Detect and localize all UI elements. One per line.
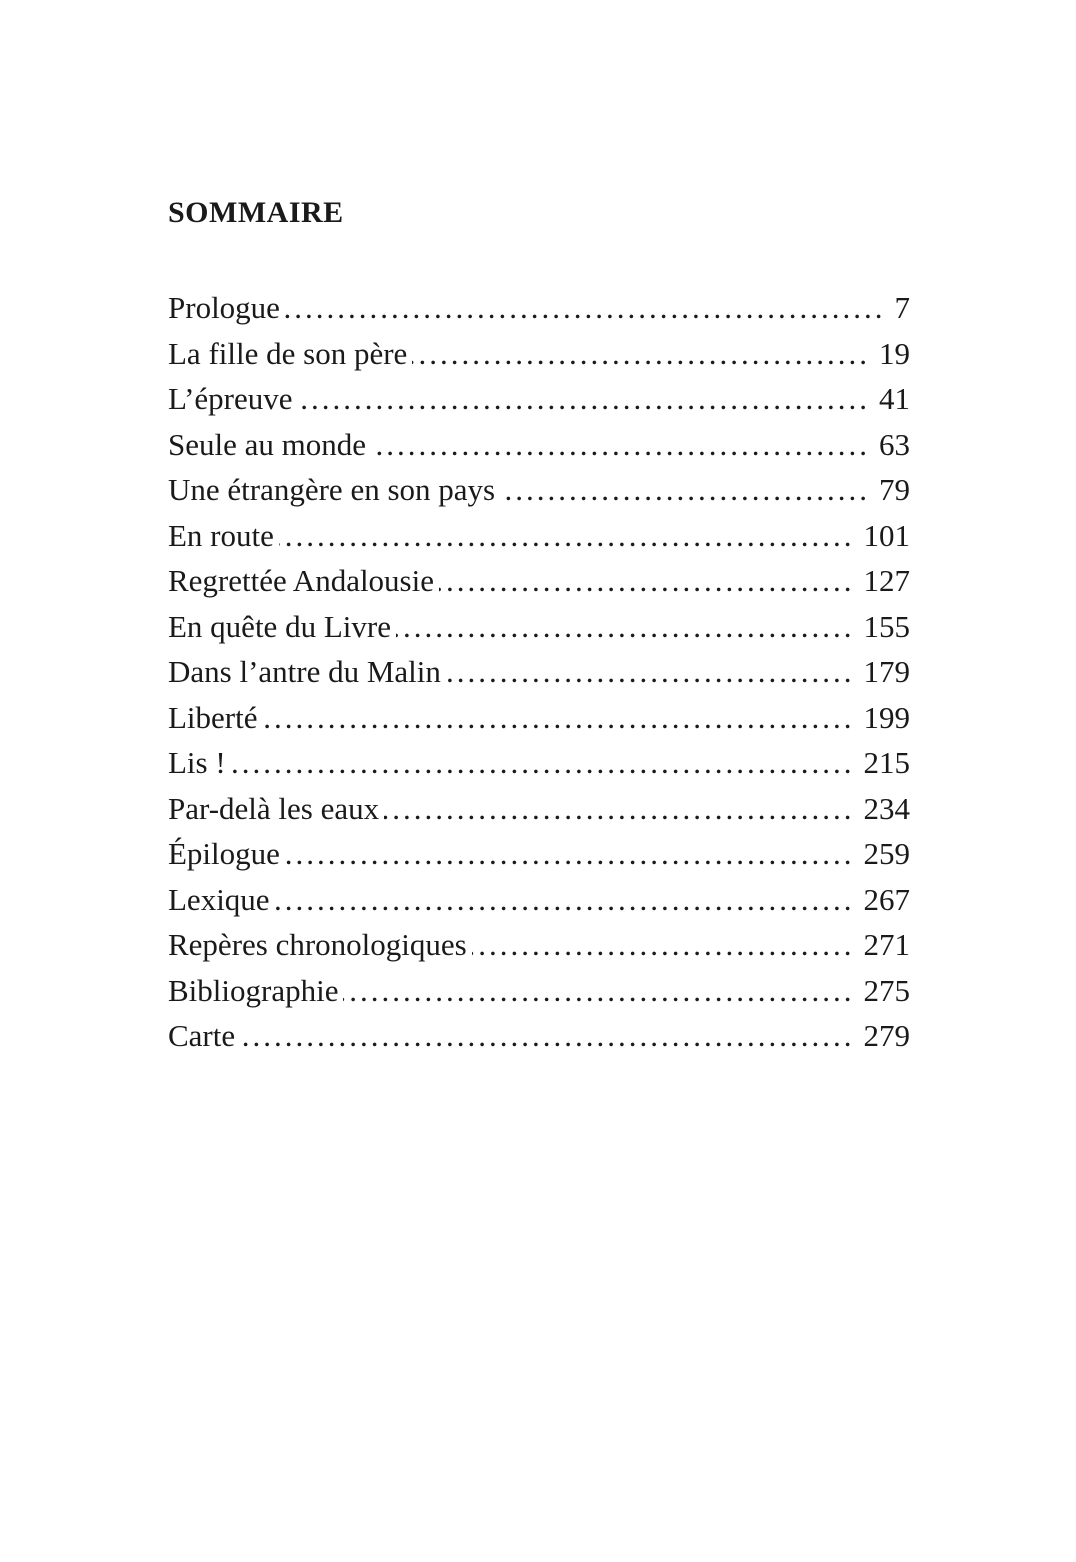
toc-entry — [168, 331, 910, 377]
toc-entry-label: En route — [168, 517, 274, 553]
toc-entry-label: Lexique — [168, 881, 270, 917]
toc-entry — [168, 376, 910, 422]
toc-entry — [168, 831, 910, 877]
toc-entry — [168, 695, 910, 741]
toc-entry-page: 279 — [863, 1018, 910, 1053]
toc-entry — [168, 740, 910, 786]
toc-dot-leader — [285, 831, 855, 877]
toc-entry-label: L’épreuve — [168, 381, 293, 416]
toc-dot-leader — [472, 922, 855, 968]
toc-entry — [168, 1013, 910, 1059]
toc-entry — [168, 968, 910, 1014]
toc-entry-page: 127 — [863, 563, 910, 598]
toc-dot-leader — [412, 331, 870, 377]
toc-dot-leader — [371, 422, 870, 468]
toc-dot-leader — [231, 740, 855, 786]
toc-dot-leader — [263, 695, 855, 741]
toc-entry-label: Seule au monde — [168, 426, 367, 462]
toc-entry — [168, 877, 910, 923]
toc-entry — [168, 604, 910, 650]
toc-dot-leader — [240, 1013, 854, 1059]
toc-entry-label: Lis ! — [168, 745, 226, 780]
toc-entry-page: 275 — [863, 972, 910, 1008]
toc-entry-page: 101 — [863, 517, 910, 553]
toc-entry-label: Carte — [168, 1018, 236, 1053]
toc-dot-leader — [279, 513, 855, 559]
toc-entry-page: 155 — [863, 608, 910, 644]
toc-entry-label: Repères chronologiques — [168, 927, 467, 962]
toc-entry — [168, 786, 910, 832]
toc-dot-leader — [275, 877, 855, 923]
toc-entry-page: 19 — [879, 335, 910, 371]
toc-entry-page: 267 — [863, 881, 910, 917]
toc-entry — [168, 922, 910, 968]
page-title: SOMMAIRE — [168, 196, 344, 229]
toc-entry-label: Liberté — [168, 699, 258, 735]
toc-list — [168, 285, 910, 1059]
toc-dot-leader — [285, 285, 886, 331]
toc-entry-label: Dans l’antre du Malin — [168, 654, 441, 689]
toc-entry-page: 199 — [863, 699, 910, 735]
toc-entry-page: 271 — [863, 927, 910, 962]
toc-dot-leader — [446, 649, 855, 695]
toc-dot-leader — [439, 558, 855, 604]
toc-entry-page: 79 — [879, 472, 910, 507]
toc-entry-page: 41 — [879, 381, 910, 416]
toc-entry-label: Une étrangère en son pays — [168, 472, 496, 507]
toc-entry-label: Prologue — [168, 290, 280, 325]
toc-entry-label: Épilogue — [168, 836, 280, 871]
toc-entry-page: 179 — [863, 654, 910, 689]
toc-entry-page: 234 — [863, 790, 910, 826]
toc-entry — [168, 422, 910, 468]
toc-entry-label: En quête du Livre — [168, 608, 391, 644]
toc-entry — [168, 513, 910, 559]
toc-entry — [168, 558, 910, 604]
toc-entry-label: Par-delà les eaux — [168, 790, 380, 826]
toc-dot-leader — [298, 376, 870, 422]
toc-dot-leader — [343, 968, 854, 1014]
toc-entry-page: 259 — [863, 836, 910, 871]
toc-entry-label: La fille de son père — [168, 335, 408, 371]
toc-dot-leader — [500, 467, 870, 513]
toc-entry — [168, 285, 910, 331]
toc-entry-page: 63 — [879, 426, 910, 462]
toc-entry-label: Regrettée Andalousie — [168, 563, 434, 598]
toc-entry — [168, 467, 910, 513]
toc-entry-page: 215 — [863, 745, 910, 780]
toc-entry-page: 7 — [894, 290, 910, 325]
toc-dot-leader — [396, 604, 855, 650]
toc-entry-label: Bibliographie — [168, 972, 339, 1008]
toc-entry — [168, 649, 910, 695]
toc-dot-leader — [384, 786, 854, 832]
